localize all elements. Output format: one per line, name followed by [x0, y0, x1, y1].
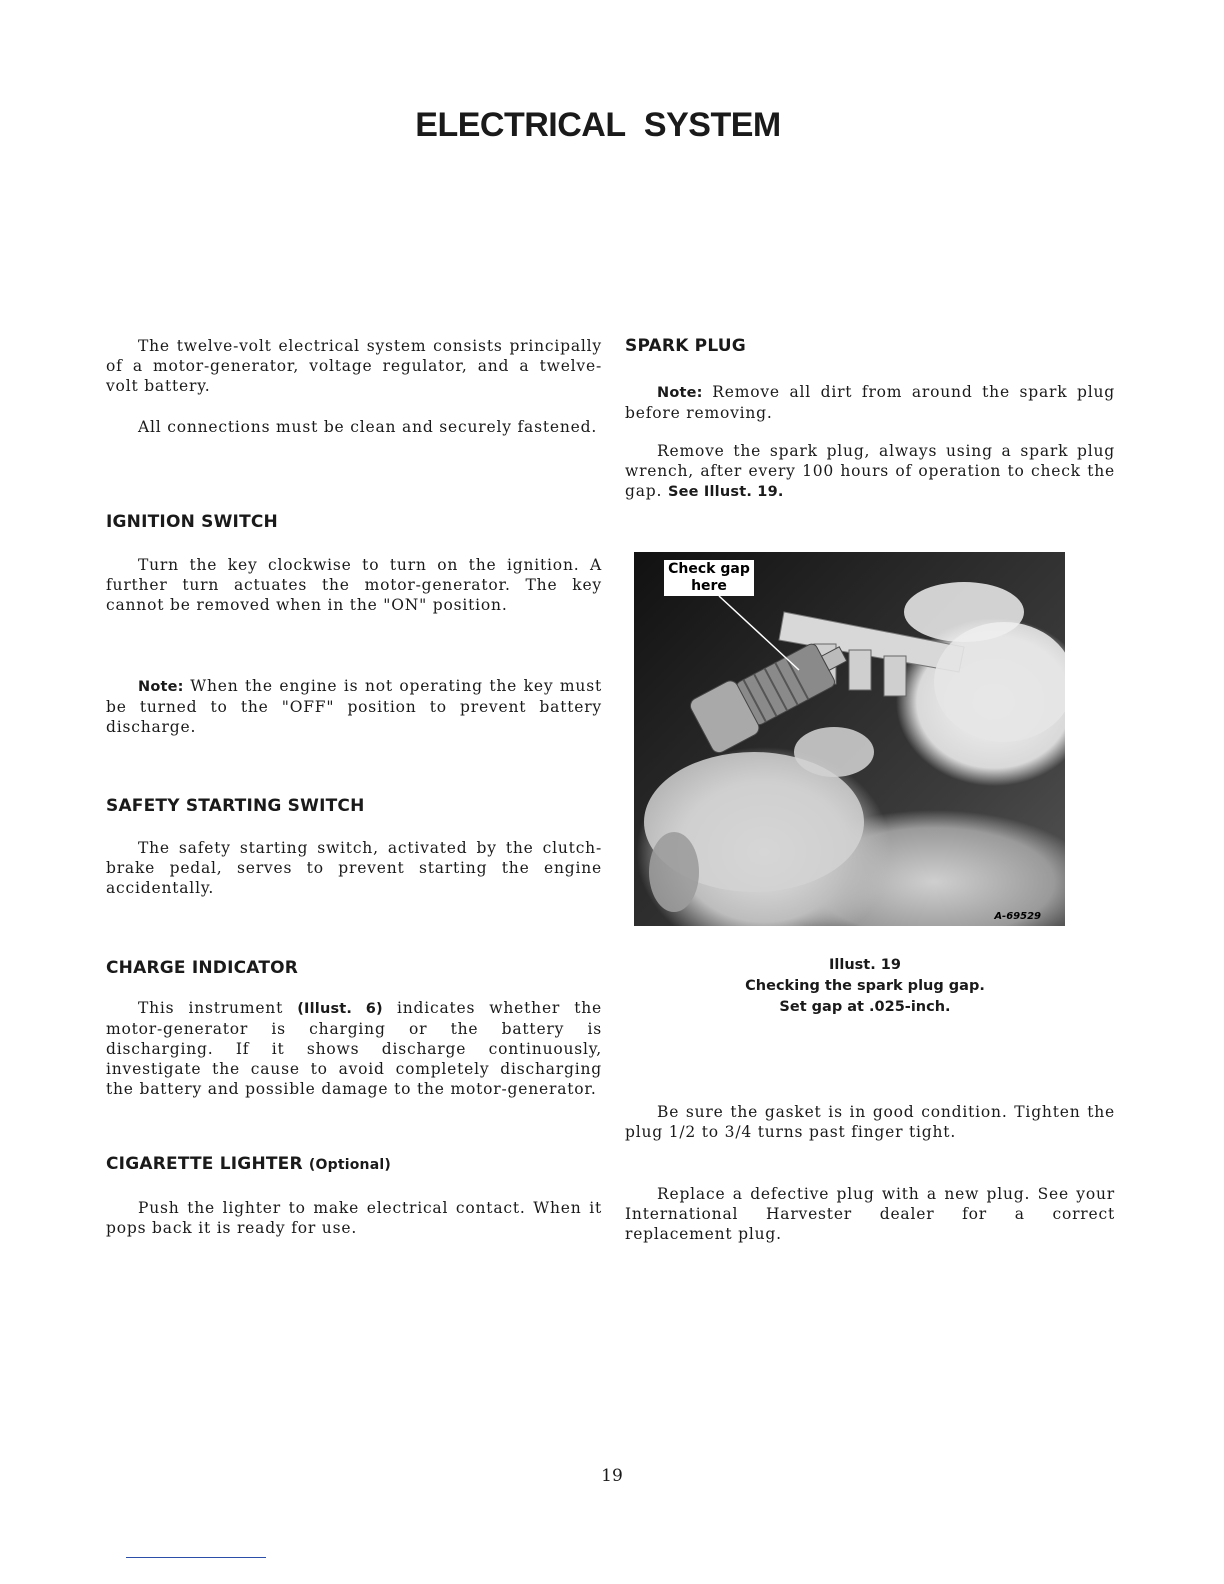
- safety-switch-heading: SAFETY STARTING SWITCH: [106, 796, 365, 816]
- photo-illustration: [634, 552, 1065, 926]
- cigarette-lighter-paragraph: Push the lighter to make electrical contact. When it pops back it is ready for use.: [106, 1199, 602, 1237]
- note-label: Note:: [138, 679, 184, 695]
- callout-line-2: here: [691, 578, 727, 594]
- replace-plug-paragraph: Replace a defective plug with a new plug. See your International Harvester dealer for a correct replacement plug.: [625, 1185, 1115, 1243]
- cigarette-lighter-title: CIGARETTE LIGHTER: [106, 1154, 303, 1174]
- figure-caption: [705, 955, 1025, 1018]
- spark-plug-heading: SPARK PLUG: [625, 336, 746, 356]
- charge-indicator-heading: CHARGE INDICATOR: [106, 958, 299, 978]
- spark-plug-note-paragraph: [625, 382, 1115, 423]
- safety-switch-paragraph: The safety starting switch, activated by the clutch-brake pedal, serves to prevent starting the engine accidentally.: [106, 839, 602, 897]
- caption-line-2: Set gap at .025-inch.: [779, 999, 951, 1015]
- spark-plug-text: Remove the spark plug, always using a spark plug wrench, after every 100 hours of operation to check the gap.: [625, 442, 1115, 500]
- connections-paragraph: All connections must be clean and securely fastened.: [138, 418, 598, 436]
- ignition-switch-heading: IGNITION SWITCH: [106, 512, 278, 532]
- photo-code: A-69529: [994, 911, 1041, 922]
- cigarette-lighter-heading: [106, 1154, 391, 1174]
- page-title: ELECTRICAL SYSTEM: [415, 106, 781, 144]
- charge-text-start: This instrument: [138, 999, 284, 1017]
- callout-line-1: Check gap: [668, 561, 750, 577]
- check-gap-callout: [664, 560, 754, 596]
- intro-paragraph: The twelve-volt electrical system consists principally of a motor-generator, voltage regulator, and a twelve-volt battery.: [106, 337, 602, 395]
- gasket-paragraph: Be sure the gasket is in good condition. Tighten the plug 1/2 to 3/4 turns past finger tight.: [625, 1103, 1115, 1141]
- charge-indicator-paragraph: [106, 998, 602, 1099]
- spark-plug-photo: [634, 552, 1065, 926]
- illust-6-reference: (Illust. 6): [297, 1001, 383, 1017]
- ignition-note-paragraph: [106, 676, 602, 737]
- caption-title: Illust. 19: [829, 957, 901, 973]
- optional-label: (Optional): [308, 1157, 391, 1173]
- note-label: Note:: [657, 385, 703, 401]
- illust-19-reference: See Illust. 19.: [667, 484, 784, 500]
- note-text: When the engine is not operating the key must be turned to the "OFF" position to prevent battery discharge.: [106, 677, 602, 736]
- note-text: Remove all dirt from around the spark plug before removing.: [625, 383, 1115, 422]
- spark-plug-paragraph: [625, 441, 1115, 502]
- page-number: 19: [601, 1466, 623, 1486]
- ignition-switch-paragraph: Turn the key clockwise to turn on the ignition. A further turn actuates the motor-generator. The key cannot be removed when in the "ON" position.: [106, 556, 602, 614]
- caption-line-1: Checking the spark plug gap.: [745, 978, 985, 994]
- footer-rule: [126, 1557, 266, 1558]
- charge-text-end: indicates whether the motor-generator is charging or the battery is discharging. If it shows discharge continuously, investigate the cause to avoid completely discharging the battery and possible damage to the motor-generator.: [106, 999, 602, 1098]
